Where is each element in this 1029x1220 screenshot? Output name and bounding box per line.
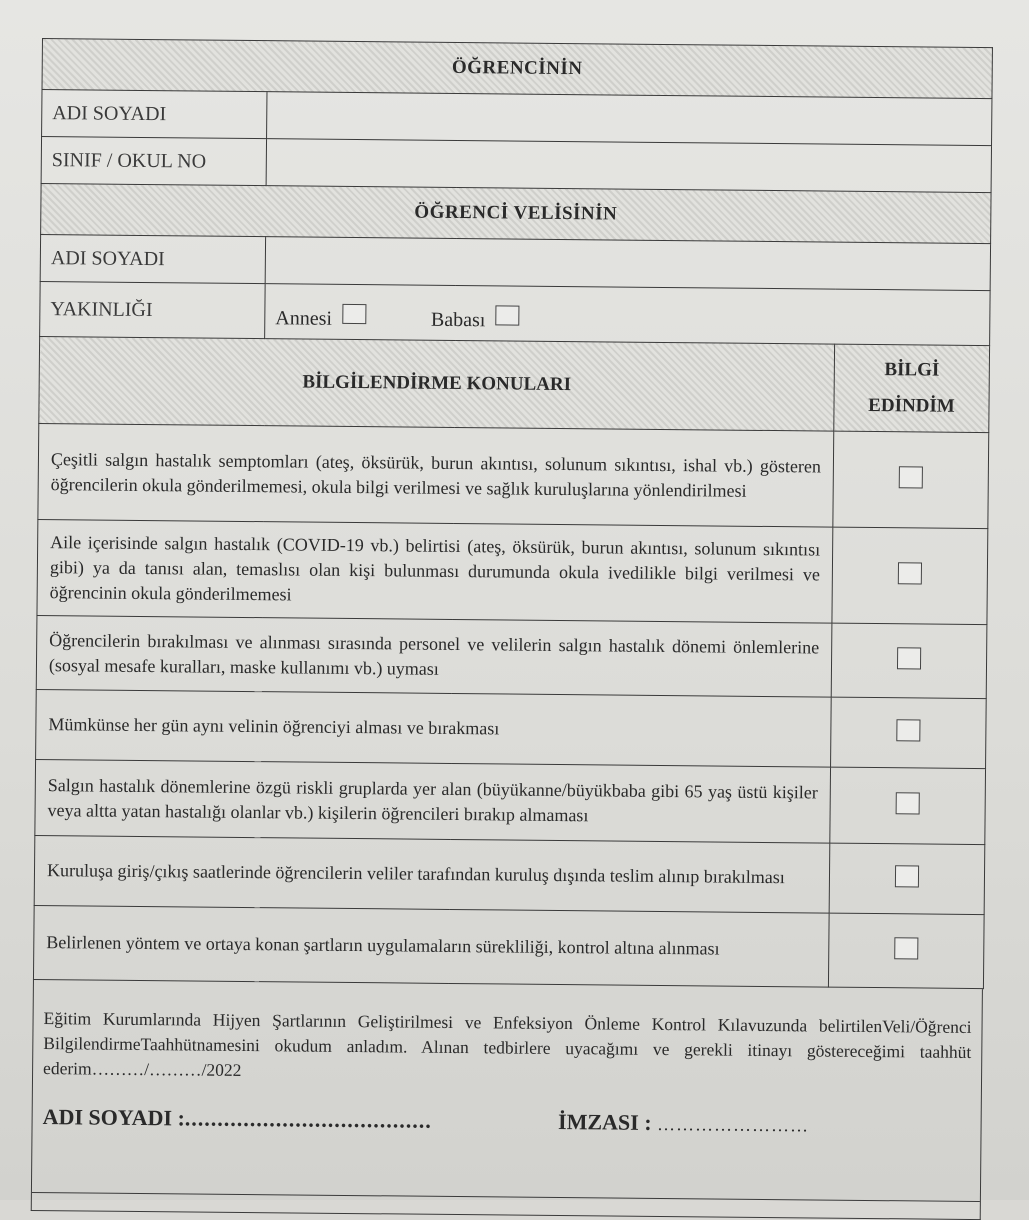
topic-checkbox-4[interactable] bbox=[896, 719, 920, 741]
topic-check-cell-5 bbox=[830, 767, 986, 844]
father-option bbox=[431, 294, 520, 332]
topic-check-cell-6 bbox=[829, 843, 985, 914]
father-label: Babası bbox=[430, 308, 486, 331]
mother-checkbox[interactable] bbox=[342, 303, 366, 323]
student-section-title: ÖĞRENCİNİN bbox=[42, 39, 992, 99]
topic-checkbox-5[interactable] bbox=[896, 792, 920, 814]
signer-name-field[interactable]: ...................................... bbox=[184, 1105, 432, 1133]
parent-relation-label: YAKINLIĞI bbox=[40, 281, 266, 338]
student-name-field[interactable] bbox=[267, 92, 992, 146]
father-checkbox[interactable] bbox=[495, 305, 519, 325]
topic-item-2: Aile içerisinde salgın hastalık (COVID-19 vb.) belirtisi (ateş, öksürük, burun akıntısı, solunum sıkıntısı gibi) ya da tanısı alan, temaslısı olan kişi bulunması durumunda okula ivedilikle bilgi verilmesi ve öğrencinin okula gönderilmemesi bbox=[37, 519, 833, 623]
signer-signature bbox=[558, 1109, 809, 1137]
topic-checkbox-1[interactable] bbox=[899, 466, 923, 488]
topic-item-7: Belirlenen yöntem ve ortaya konan şartların uygulamaların sürekliliği, kontrol altına alınması bbox=[33, 905, 829, 987]
topic-checkbox-2[interactable] bbox=[898, 562, 922, 584]
topic-item-1: Çeşitli salgın hastalık semptomları (ateş, öksürük, burun akıntısı, solunum sıkıntısı, ishal vb.) gösteren öğrencilerin okula gönderilmemesi, okula bilgi verilmesi ve sağlık kuruluşlarına yönlendirilmesi bbox=[38, 423, 834, 527]
topic-check-cell-7 bbox=[828, 913, 984, 988]
parent-name-field[interactable] bbox=[265, 237, 990, 291]
parent-section-title: ÖĞRENCİ VELİSİNİN bbox=[41, 183, 991, 243]
topic-check-cell-3 bbox=[831, 623, 987, 698]
student-class-label: SINIF / OKUL NO bbox=[41, 137, 266, 186]
signature-row bbox=[43, 1104, 963, 1139]
topic-check-cell-1 bbox=[833, 431, 989, 528]
ack-header-line2: EDİNDİM bbox=[868, 394, 955, 417]
ack-header bbox=[834, 344, 990, 432]
mother-label: Annesi bbox=[275, 306, 333, 330]
topic-check-cell-4 bbox=[831, 697, 987, 768]
pledge-section bbox=[31, 980, 983, 1220]
ack-header-line1: BİLGİ bbox=[884, 359, 940, 381]
student-name-label: ADI SOYADI bbox=[42, 90, 267, 139]
topic-item-5: Salgın hastalık dönemlerine özgü riskli gruplarda yer alan (büyükanne/büyükbaba gibi 65 yaş üstü kişiler veya altta yatan hastalığı olanlar vb.) kişilerin öğrencileri bırakıp almaması bbox=[35, 759, 831, 843]
topic-item-6: Kuruluşa giriş/çıkış saatlerinde öğrencilerin veliler tarafından kuruluş dışında teslim alınıp bırakılması bbox=[34, 835, 830, 913]
mother-option bbox=[275, 293, 366, 331]
topic-item-4: Mümkünse her gün aynı velinin öğrenciyi alması ve bırakması bbox=[36, 689, 832, 767]
topics-header: BİLGİLENDİRME KONULARI bbox=[39, 336, 835, 431]
signature-label: İMZASI : bbox=[558, 1109, 652, 1135]
parent-relation-options bbox=[265, 284, 990, 346]
next-section-divider bbox=[32, 1192, 980, 1202]
form-table bbox=[33, 38, 993, 989]
topic-checkbox-3[interactable] bbox=[897, 647, 921, 669]
parent-name-label: ADI SOYADI bbox=[40, 234, 265, 283]
topic-checkbox-6[interactable] bbox=[895, 865, 919, 887]
pledge-text: Eğitim Kurumlarında Hijyen Şartlarının Geliştirilmesi ve Enfeksiyon Önleme Kontrol Kılavuzunda belirtilenVeli/Öğrenci BilgilendirmeTaahhütnamesini okudum anladım. Alınan tedbirlere uyacağımı ve gerekli itinayı göstereceğimi taahhüt ederim………/………/2022 bbox=[43, 1008, 972, 1080]
consent-form bbox=[31, 38, 992, 1220]
signature-field[interactable]: …………………… bbox=[657, 1113, 810, 1136]
student-class-field[interactable] bbox=[266, 139, 991, 193]
signer-name bbox=[43, 1104, 553, 1135]
topic-checkbox-7[interactable] bbox=[894, 937, 918, 959]
topic-item-3: Öğrencilerin bırakılması ve alınması sırasında personel ve velilerin salgın hastalık dönemi önlemlerine (sosyal mesafe kuralları, maske kullanımı vb.) uyması bbox=[36, 615, 832, 697]
signer-name-label: ADI SOYADI : bbox=[42, 1104, 185, 1131]
topic-check-cell-2 bbox=[832, 527, 988, 624]
